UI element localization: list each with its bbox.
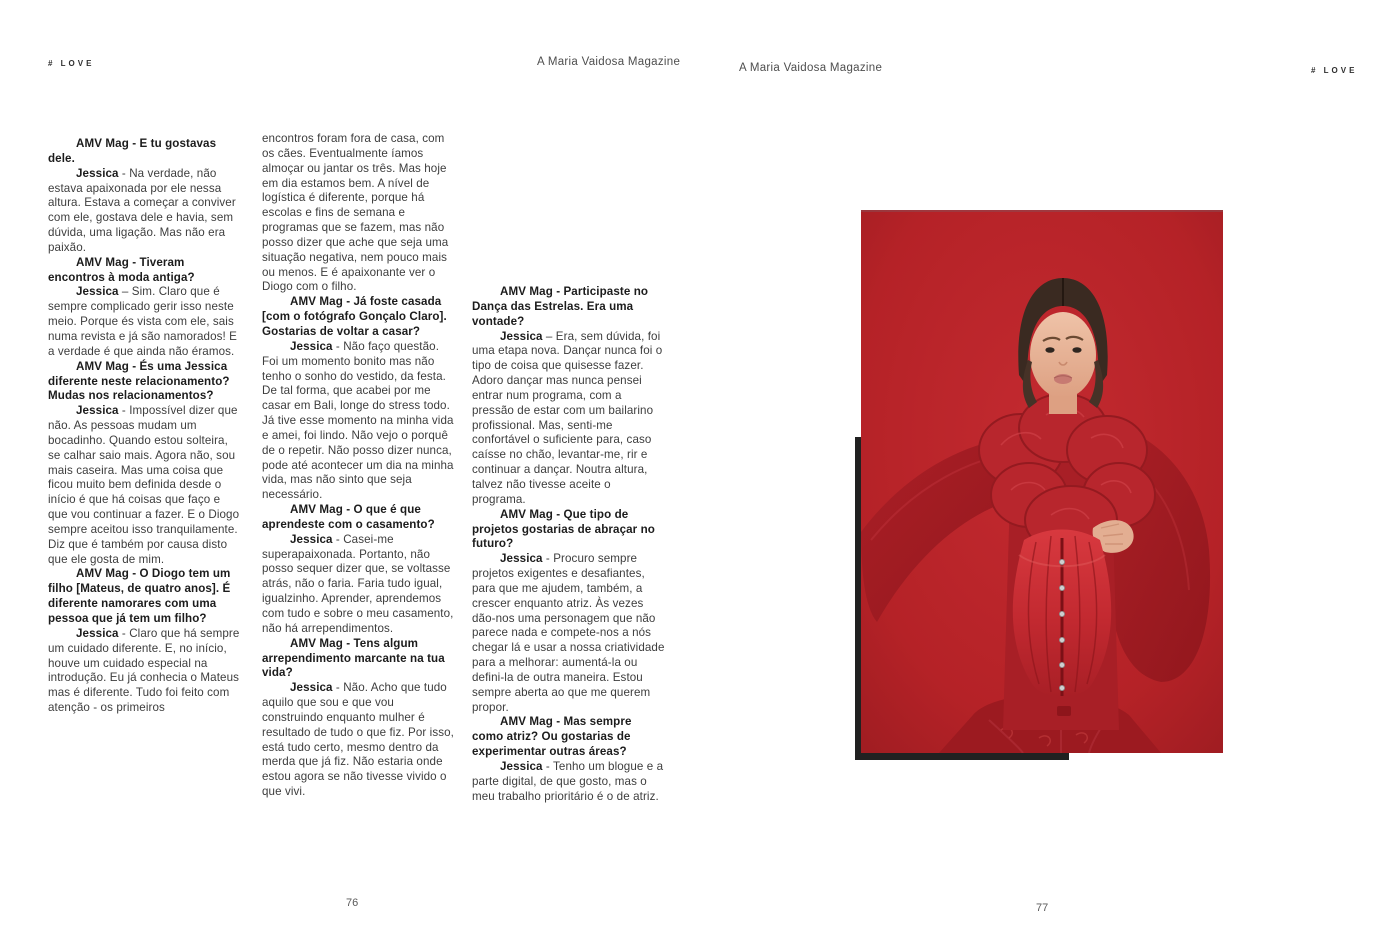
interview-question: AMV Mag - Participaste no Dança das Estrelas. Era uma vontade? (472, 285, 649, 328)
answer-text: - Claro que há sempre um cuidado diferente. E, no início, houve um cuidado especial na introdução. Eu já conhecia o Mateus mas é diferente. Tudo foi feito com atenção - os primeiros (48, 626, 240, 715)
interview-answer (262, 533, 456, 637)
interview-question: AMV Mag - És uma Jessica diferente neste relacionamento? Mudas nos relacionamentos? (48, 359, 230, 403)
interview-question: AMV Mag - Que tipo de projetos gostarias de abraçar no futuro? (472, 507, 655, 551)
answer-text: – Era, sem dúvida, foi uma etapa nova. Dançar nunca foi o tipo de coisa que quisesse fazer. Adoro dançar mas nunca pensei entrar num programa, com a pressão de estar com um bailarino profissional. Mas, senti-me confortável o suficiente para, caso caísse no chão, levantar-me, rir e continuar a dançar. Noutra altura, talvez não tivesse aceite o programa. (472, 329, 663, 506)
speaker-name: Jessica (290, 681, 333, 695)
interview-answer (472, 760, 666, 805)
hashtag-love-left: # LOVE (48, 59, 95, 68)
answer-continuation (262, 132, 456, 295)
interview-answer (48, 167, 242, 256)
speaker-name: Jessica (76, 166, 119, 180)
magazine-title-right: A Maria Vaidosa Magazine (739, 62, 883, 74)
interview-question: AMV Mag - Tiveram encontros à moda antiga? (48, 255, 195, 284)
interview-question: AMV Mag - Mas sempre como atriz? Ou gostarias de experimentar outras áreas? (472, 715, 632, 759)
interview-question: AMV Mag - Já foste casada [com o fotógrafo Gonçalo Claro]. Gostarias de voltar a casar? (262, 295, 447, 338)
interview-question: AMV Mag - O que é que aprendeste com o casamento? (262, 503, 435, 531)
speaker-name: Jessica (290, 339, 333, 353)
interview-column-1 (48, 137, 242, 716)
interview-answer (262, 681, 456, 800)
interview-column-2 (262, 132, 456, 800)
answer-text: - Não faço questão. Foi um momento bonito mas não tenho o sonho do vestido, da festa. De tal forma, que acabei por me casar em Bali, longe do stress todo. Já tive esse momento na minha vida e amei, foi lindo. Não vejo o porquê de o repetir. Não posso dizer nunca, pode até acontecer um dia na minha vida, mas não sinto que seja necessário. (262, 339, 454, 502)
speaker-name: Jessica (500, 760, 543, 773)
interview-answer (48, 404, 242, 567)
interview-answer (48, 285, 242, 359)
interview-answer (472, 330, 666, 508)
interview-question: AMV Mag - E tu gostavas dele. (48, 137, 217, 165)
interview-column-3 (472, 285, 666, 805)
answer-text: - Tenho um blogue e a parte digital, de que gosto, mas o meu trabalho prioritário é o de atriz. (472, 760, 664, 803)
speaker-name: Jessica (500, 552, 543, 566)
page-number-right: 77 (1036, 902, 1049, 914)
answer-text: encontros foram fora de casa, com os cães. Eventualmente íamos almoçar ou jantar os três. Mas hoje em dia estamos bem. A nível de logística é diferente, porque há escolas e fins de semana e programas que se fazem, mas não posso dizer que ache que seja uma situação negativa, nem pouco mais ou menos. E é apaixonante ver o Diogo com o filho. (262, 132, 449, 294)
speaker-name: Jessica (76, 404, 119, 418)
answer-text: – Sim. Claro que é sempre complicado gerir isso neste meio. Porque és vista com ele, sais numa revista e já são namorados! E a verdade é que ainda não éramos. (48, 285, 237, 358)
interview-answer (262, 340, 456, 503)
interview-question: AMV Mag - O Diogo tem um filho [Mateus, de quatro anos]. É diferente namorares com uma pessoa que já tem um filho? (48, 567, 231, 625)
interview-question: AMV Mag - Tens algum arrependimento marcante na tua vida? (262, 636, 445, 680)
speaker-name: Jessica (500, 329, 543, 343)
answer-text: - Casei-me superapaixonada. Portanto, não posso sequer dizer que, se voltasse atrás, não o faria. Faria tudo igual, igualzinho. Aprender, aprendemos com tudo e sobre o meu casamento, não há arrependimentos. (262, 532, 454, 635)
speaker-name: Jessica (76, 626, 119, 640)
editorial-photo (861, 210, 1223, 753)
woman-in-red-illustration (861, 210, 1223, 753)
answer-text: - Procuro sempre projetos exigentes e desafiantes, para que me ajudem, também, a crescer enquanto atriz. Às vezes dão-nos uma personagem que não parece nada e compete-nos a nós chegar lá e usar a nossa criatividade para a melhorar: aumentá-la ou defini-la de outra maneira. Estou sempre aberta ao que me querem propor. (472, 552, 665, 714)
answer-text: - Impossível dizer que não. As pessoas mudam um bocadinho. Quando estou solteira, se calhar saio mais. Agora não, sou mais caseira. Mas uma coisa que ficou muito bem definida desde o início é que há coisas que faço e que vou continuar a fazer. E o Diogo sempre aceitou isso tranquilamente. Diz que é também por causa disto que ele gosta de mim. (48, 404, 240, 566)
interview-answer (48, 627, 242, 716)
speaker-name: Jessica (76, 285, 119, 299)
interview-answer (472, 552, 666, 715)
page-number-left: 76 (346, 897, 359, 909)
speaker-name: Jessica (290, 532, 333, 546)
answer-text: - Na verdade, não estava apaixonada por ele nessa altura. Estava a começar a conviver com ele, gostava dele e havia, sem dúvida, uma ligação. Mas não era paixão. (48, 166, 236, 254)
answer-text: - Não. Acho que tudo aquilo que sou e que vou construindo enquanto mulher é resultado de tudo o que fiz. Por isso, está tudo certo, mesmo dentro da merda que já fiz. Não estaria onde estou agora se não tivesse vivido o que vivi. (262, 681, 454, 799)
hashtag-love-right: # LOVE (1311, 66, 1358, 75)
magazine-title-left: A Maria Vaidosa Magazine (537, 56, 681, 68)
